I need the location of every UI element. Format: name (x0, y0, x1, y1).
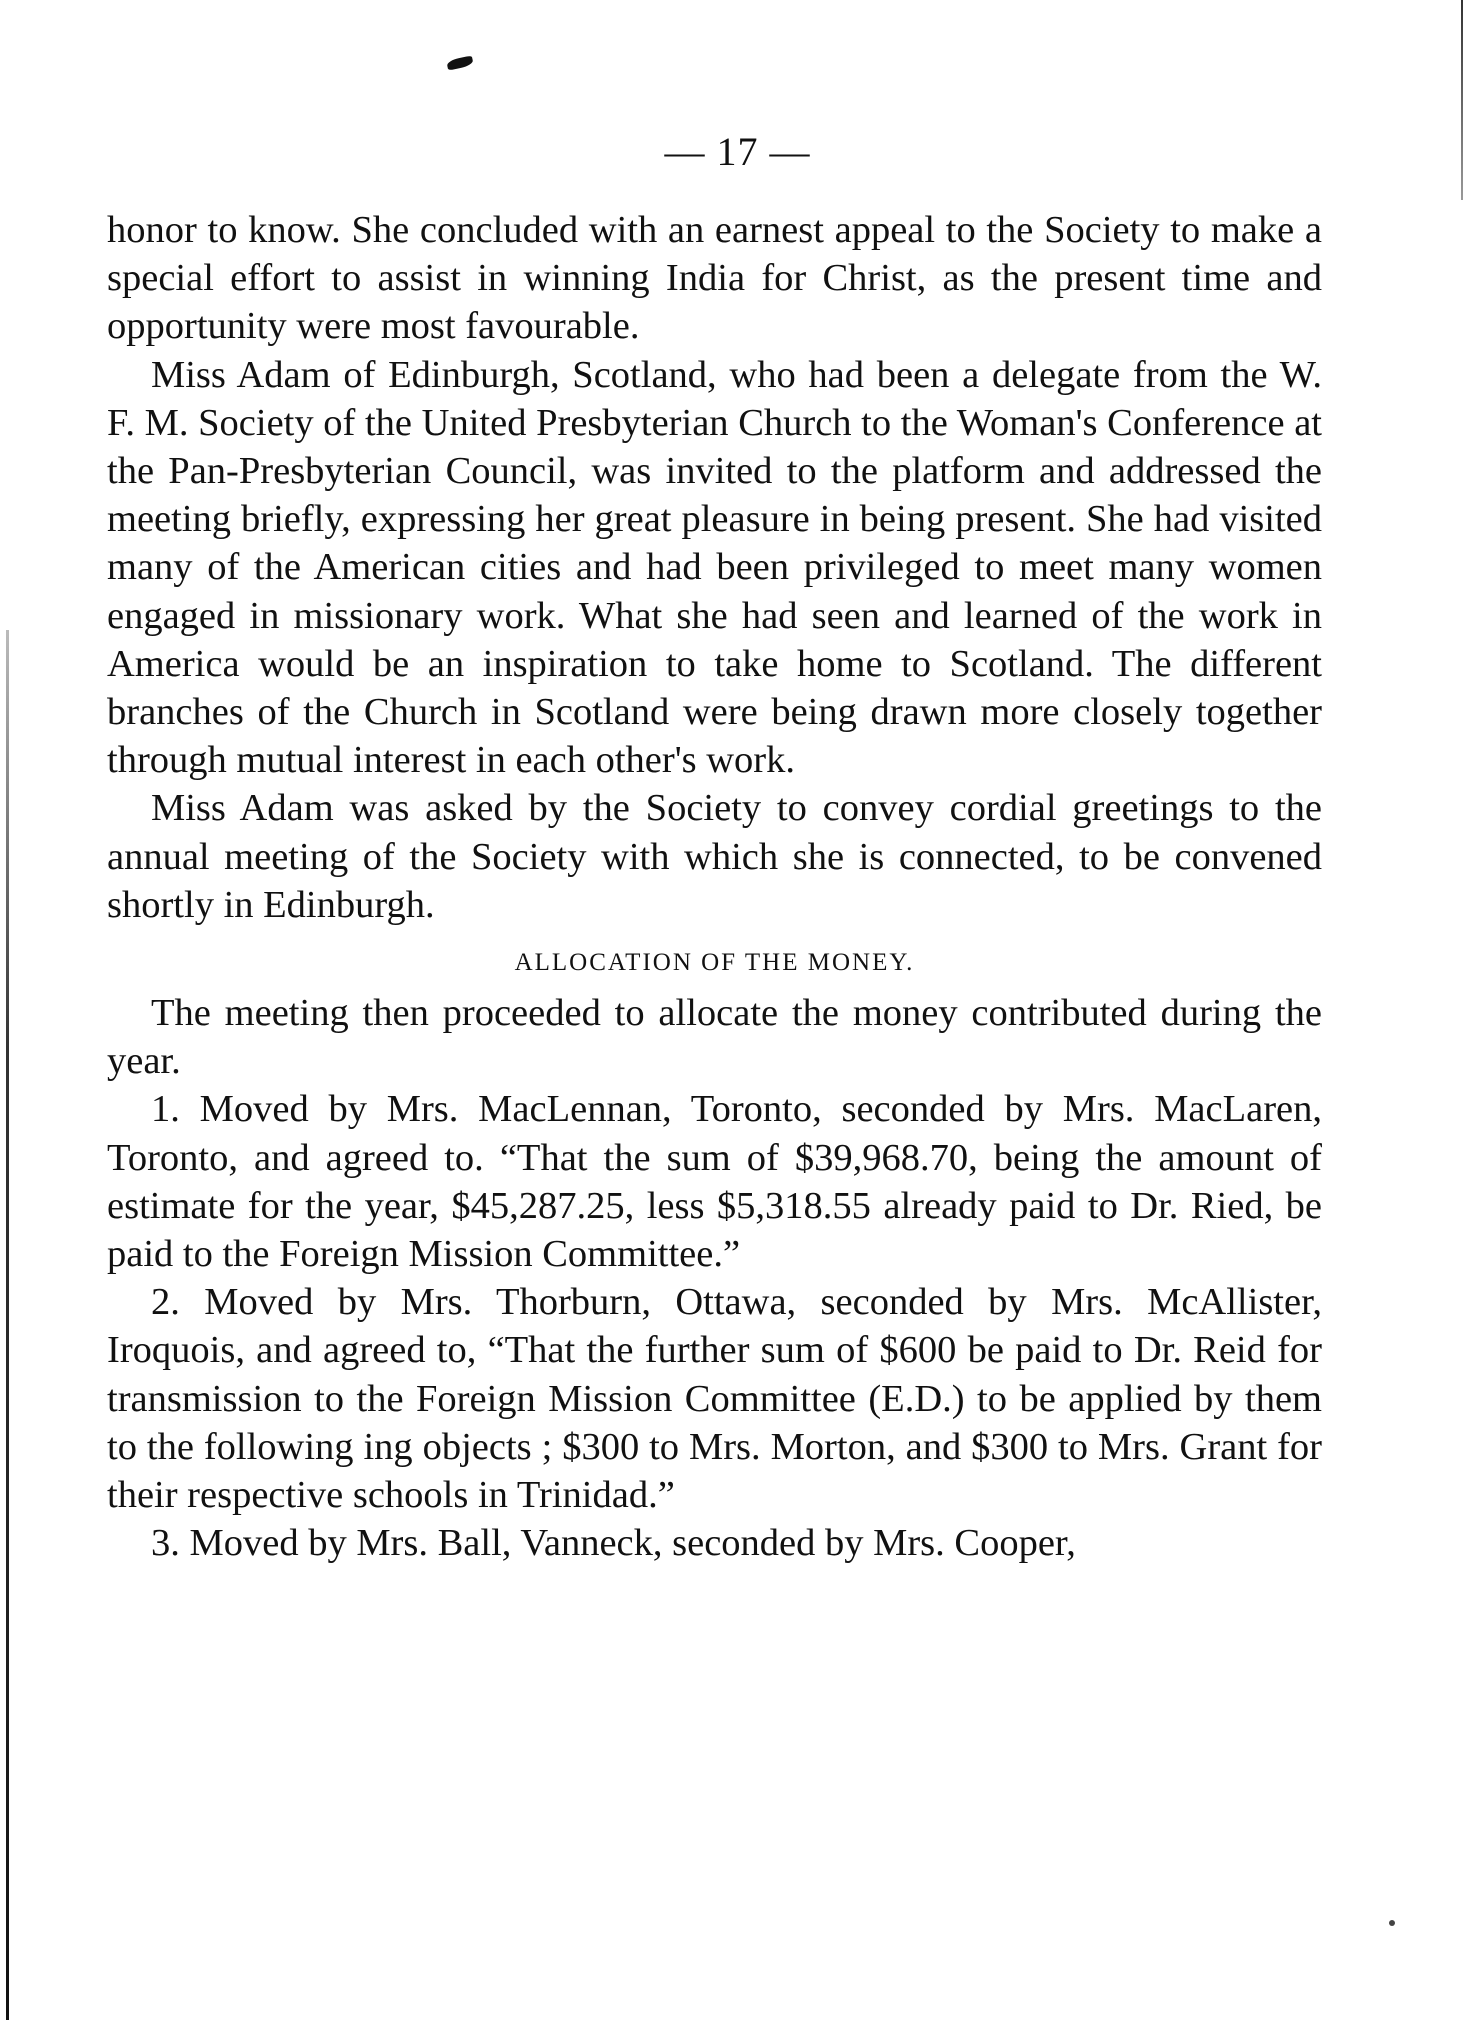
paragraph-miss-adam: Miss Adam of Edinburgh, Scotland, who had been a delegate from the W. F. M. Society of the United Presbyterian Church to the Woman's Conference at the Pan-Presbyterian Council, was invited to the platform and addressed the meeting briefly, expressing her great pleasure in being present. She had visited many of the American cities and had been privileged to meet many women engaged in missionary work. What she had seen and learned of the work in America would be an inspiration to take home to Scotland. The different branches of the Church in Scotland were being drawn more closely together through mutual interest in each other's work. (107, 353, 1322, 782)
body-text (107, 206, 1322, 1567)
section-intro: The meeting then proceeded to allocate the money contributed during the year. (107, 992, 1322, 1083)
page-number: — 17 — (664, 129, 811, 174)
ink-smudge (446, 55, 474, 70)
ink-dot (1389, 1920, 1395, 1926)
section-heading: ALLOCATION OF THE MONEY. (514, 949, 915, 977)
left-edge-rule (6, 630, 9, 2020)
paragraph-greetings: Miss Adam was asked by the Society to convey cordial greetings to the annual meeting of the Society with which she is connected, to be convened shortly in Edinburgh. (107, 787, 1322, 926)
motion-1: 1. Moved by Mrs. MacLennan, Toronto, seconded by Mrs. MacLaren, Toronto, and agreed to. “That the sum of $39,968.70, being the amount of estimate for the year, $45,287.25, less $5,318.55 already paid to Dr. Ried, be paid to the Foreign Mission Committee.” (107, 1088, 1322, 1276)
paragraph-continuation: honor to know. She concluded with an earnest appeal to the Society to make a special effort to assist in winning India for Christ, as the present time and opportunity were most favourable. (107, 209, 1322, 348)
motion-2: 2. Moved by Mrs. Thorburn, Ottawa, seconded by Mrs. McAllister, Iroquois, and agreed to, “That the further sum of $600 be paid to Dr. Reid for transmission to the Foreign Mission Committee (E.D.) to be applied by them to the following ing objects ; $300 to Mrs. Morton, and $300 to Mrs. Grant for their respective schools in Trinidad.” (107, 1281, 1322, 1517)
motion-3: 3. Moved by Mrs. Ball, Vanneck, seconded by Mrs. Cooper, (151, 1522, 1076, 1565)
